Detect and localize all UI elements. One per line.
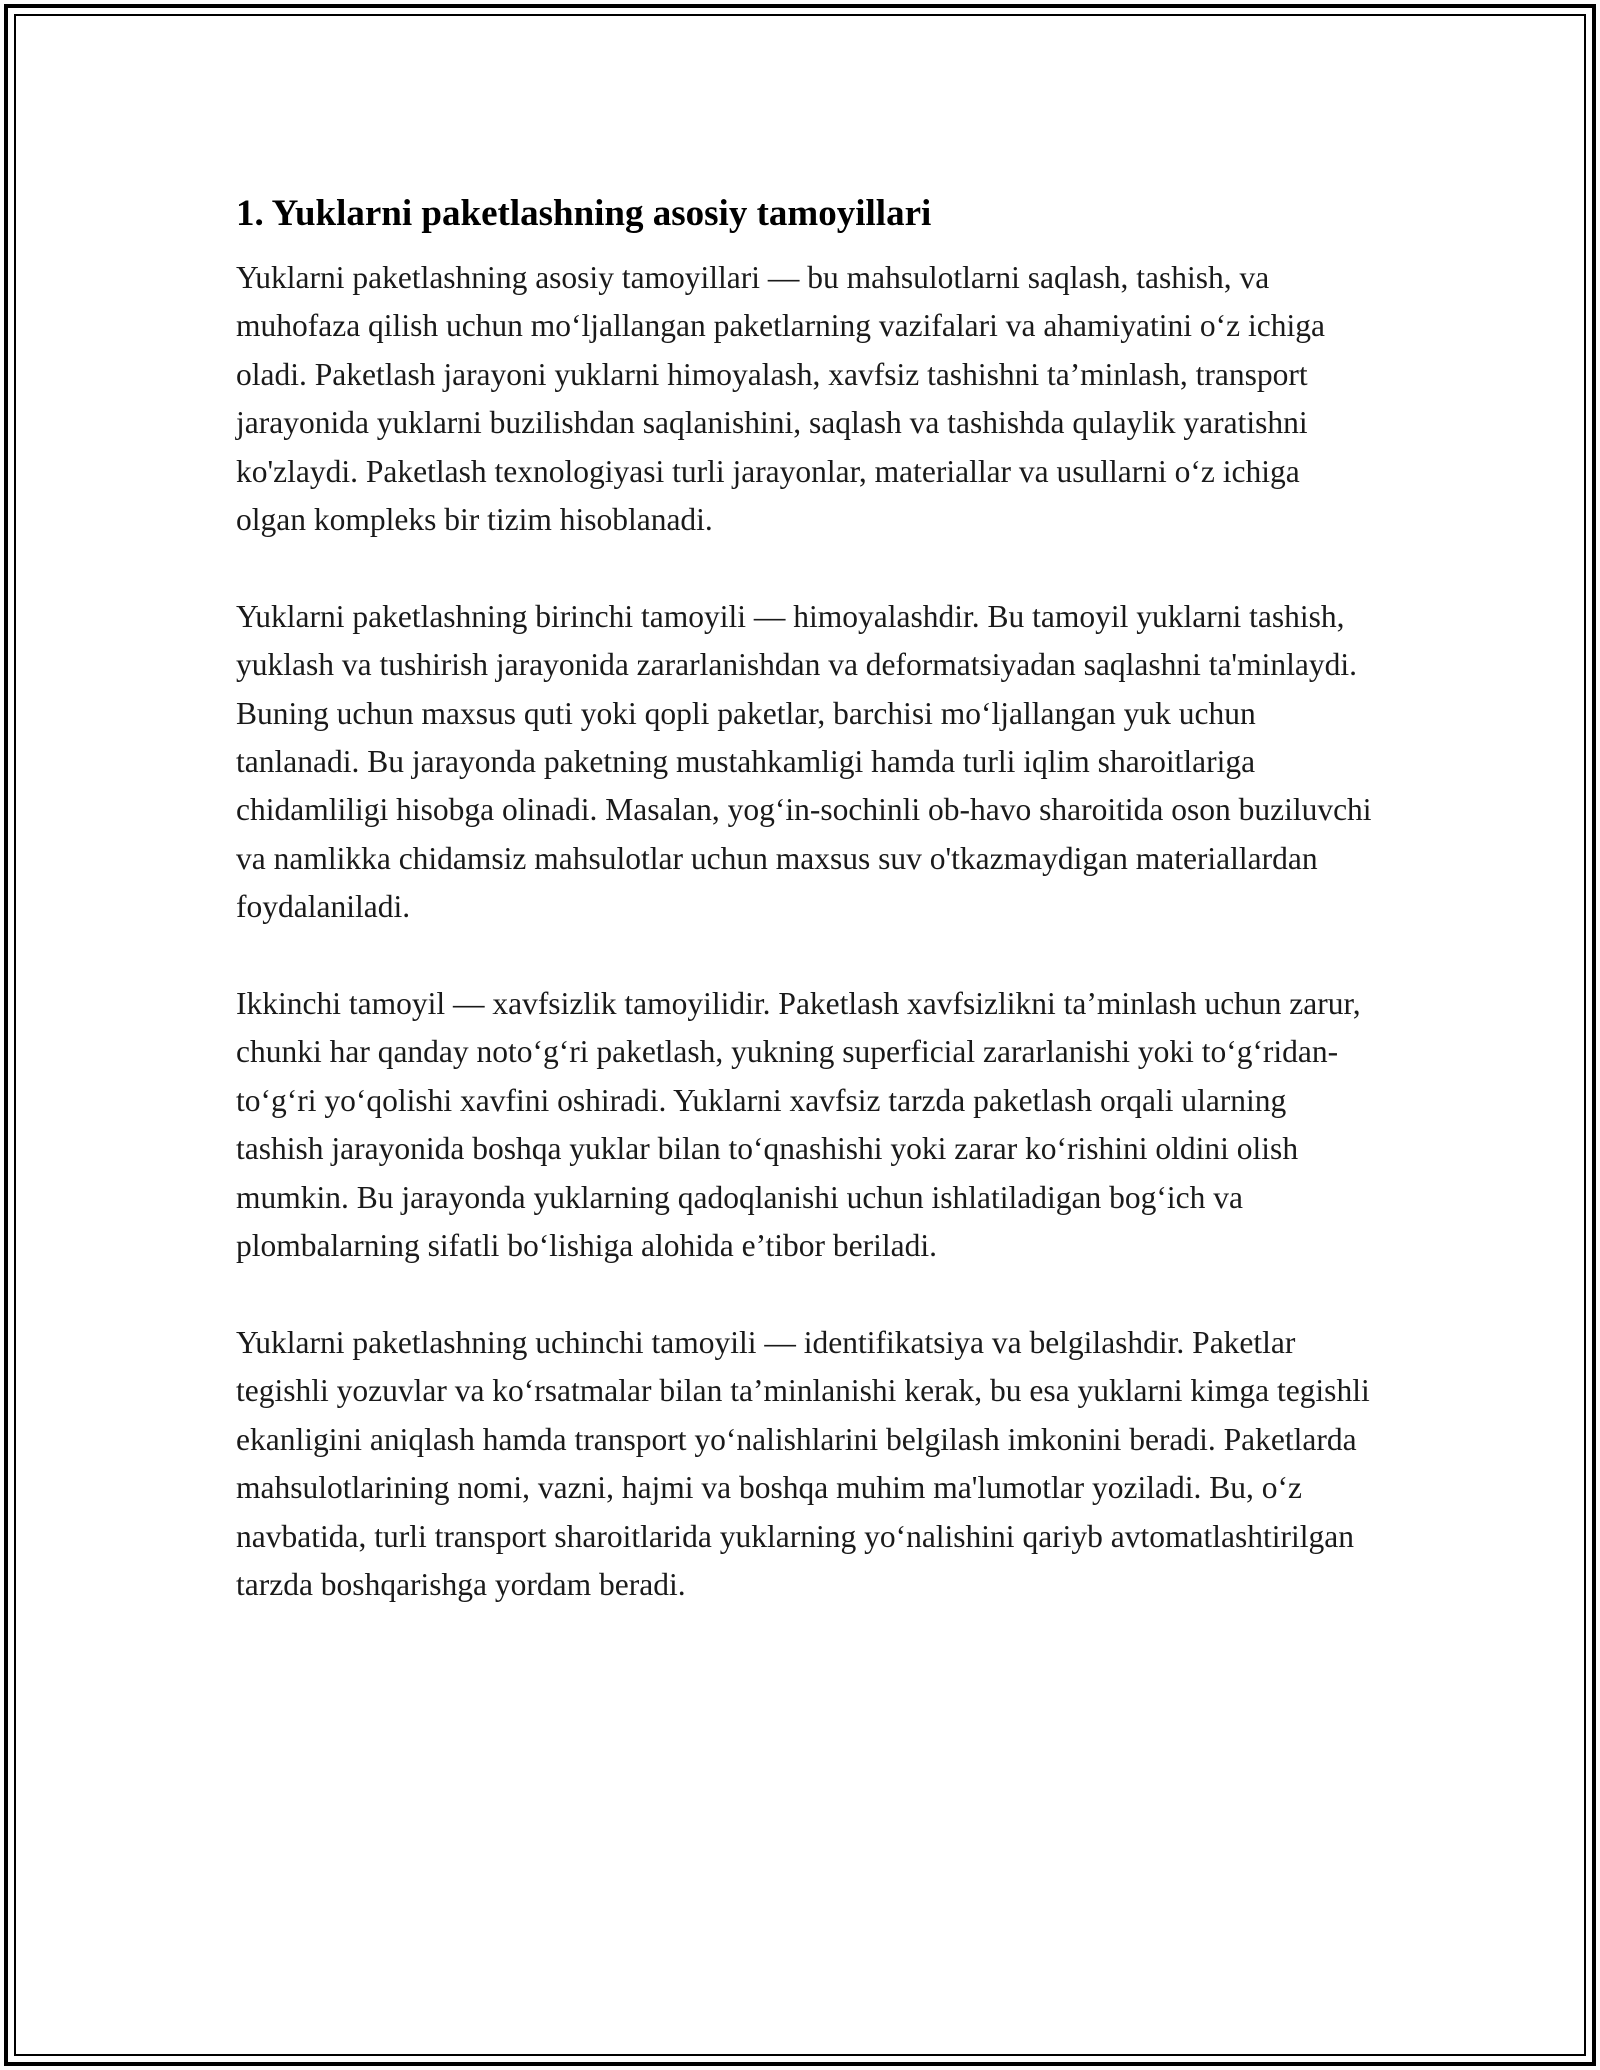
paragraph-second-principle: Ikkinchi tamoyil — xavfsizlik tamoyilidir. Paketlash xavfsizlikni ta’minlash uchun zarur, chunki har qanday noto‘g‘ri paketlash, yukning superficial zararlanishi yoki to‘g‘ridan-to‘g‘ri yo‘qolishi xavfini oshiradi. Yuklarni xavfsiz tarzda paketlash orqali ularning tashish jarayonida boshqa yuklar bilan to‘qnashishi yoki zarar ko‘rishini oldini olish mumkin. Bu jarayonda yuklarning qadoqlanishi uchun ishlatiladigan bog‘ich va plombalarning sifatli bo‘lishiga alohida e’tibor beriladi. (236, 986, 1361, 1264)
paragraph-third-principle: Yuklarni paketlashning uchinchi tamoyili — identifikatsiya va belgilashdir. Paketlar tegishli yozuvlar va ko‘rsatmalar bilan ta’minlanishi kerak, bu esa yuklarni kimga tegishli ekanligini aniqlash hamda transport yo‘nalishlarini belgilash imkonini beradi. Paketlarda mahsulotlarining nomi, vazni, hajmi va boshqa muhim ma'lumotlar yoziladi. Bu, o‘z navbatida, turli transport sharoitlarida yuklarning yo‘nalishini qariyb avtomatlashtirilgan tarzda boshqarishga yordam beradi. (236, 1324, 1370, 1602)
section-heading: 1. Yuklarni paketlashning asosiy tamoyillari (236, 193, 932, 234)
paragraph-first-principle: Yuklarni paketlashning birinchi tamoyili — himoyalashdir. Bu tamoyil yuklarni tashish, yuklash va tushirish jarayonida zararlanishdan va deformatsiyadan saqlashni ta'minlaydi. Buning uchun maxsus quti yoki qopli paketlar, barchisi mo‘ljallangan yuk uchun tanlanadi. Bu jarayonda paketning mustahkamligi hamda turli iqlim sharoitlariga chidamliligi hisobga olinadi. Masalan, yog‘in-sochinli ob-havo sharoitida oson buziluvchi va namlikka chidamsiz mahsulotlar uchun maxsus suv o'tkazmaydigan materiallardan foydalaniladi. (236, 598, 1372, 925)
document-body (236, 190, 1376, 1658)
paragraph-intro: Yuklarni paketlashning asosiy tamoyillari — bu mahsulotlarni saqlash, tashish, va muhofaza qilish uchun mo‘ljallangan paketlarning vazifalari va ahamiyatini o‘z ichiga oladi. Paketlash jarayoni yuklarni himoyalash, xavfsiz tashishni ta’minlash, transport jarayonida yuklarni buzilishdan saqlanishini, saqlash va tashishda qulaylik yaratishni ko'zlaydi. Paketlash texnologiyasi turli jarayonlar, materiallar va usullarni o‘z ichiga olgan kompleks bir tizim hisoblanadi. (236, 260, 1325, 538)
